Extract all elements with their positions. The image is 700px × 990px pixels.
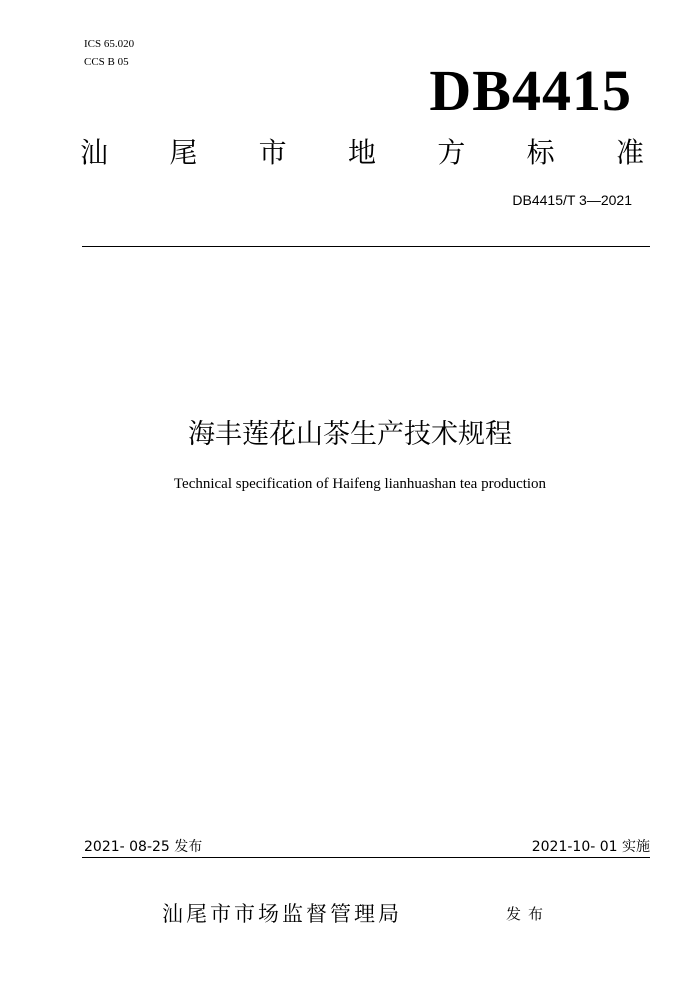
implementation-date: 2021-10- 01 实施 <box>531 839 650 855</box>
standard-type-char: 标 <box>526 136 555 169</box>
standard-type-char: 方 <box>437 136 466 169</box>
standard-type <box>80 135 644 171</box>
standard-number: DB4415/T 3—2021 <box>512 192 632 208</box>
standard-type-char: 准 <box>615 136 644 169</box>
ccs-code: CCS B 05 <box>84 56 129 68</box>
ics-code: ICS 65.020 <box>84 38 135 50</box>
date-divider <box>82 857 650 858</box>
title-chinese: 海丰莲花山茶生产技术规程 <box>188 419 512 450</box>
issuing-authority: 汕尾市市场监督管理局 <box>162 902 402 926</box>
standard-type-char: 汕 <box>80 136 109 169</box>
issue-date: 2021- 08-25 发布 <box>84 839 203 855</box>
publish-label: 发布 <box>506 905 551 923</box>
title-english: Technical specification of Haifeng lianhuashan tea production <box>173 476 547 492</box>
standard-type-char: 尾 <box>169 136 198 169</box>
standard-type-char: 市 <box>258 136 287 169</box>
standard-type-char: 地 <box>347 136 376 169</box>
standard-code: DB4415 <box>429 58 632 123</box>
header-divider <box>82 246 650 247</box>
